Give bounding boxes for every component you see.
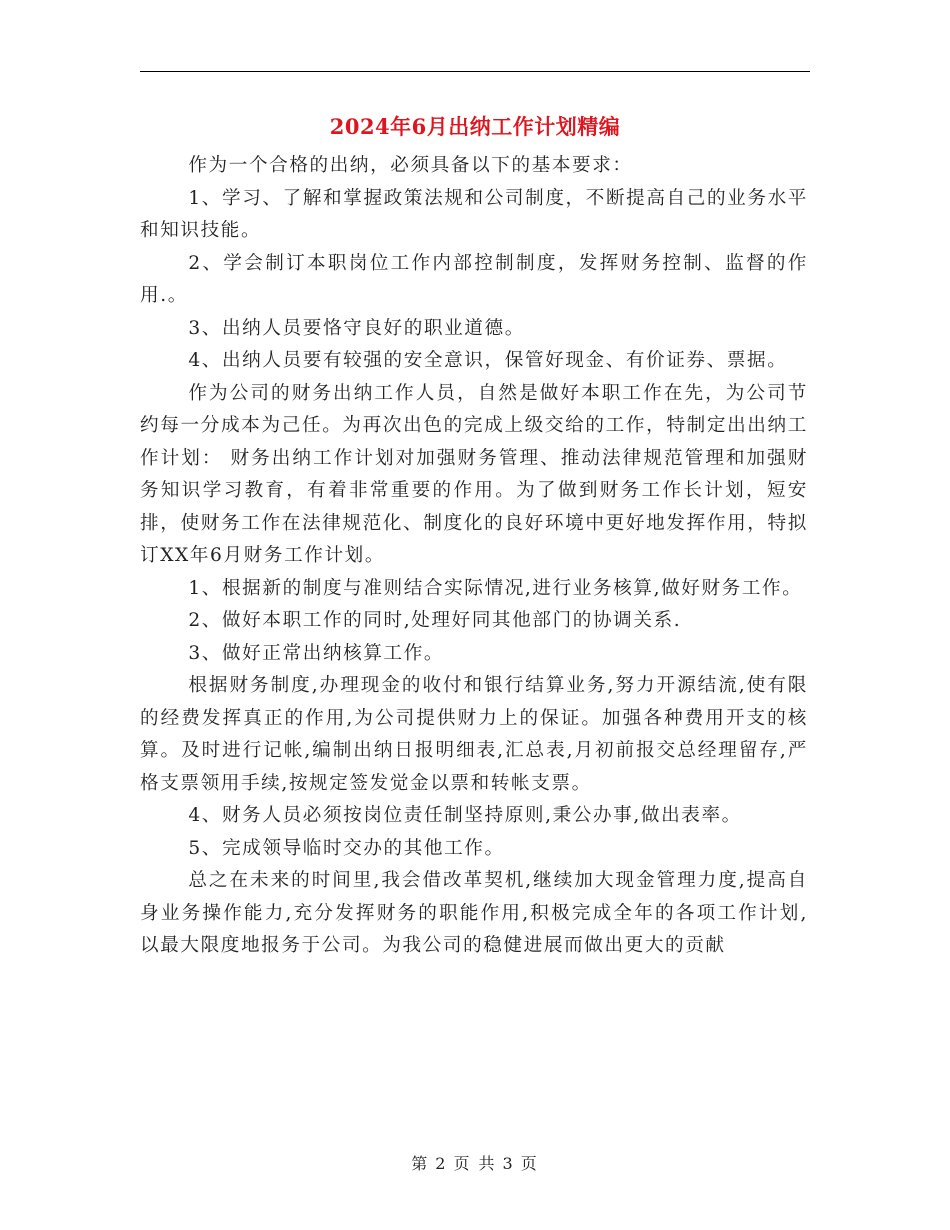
paragraph-plan-item-2: 2、做好本职工作的同时,处理好同其他部门的协调关系. xyxy=(188,610,682,631)
paragraph-requirement-1: 1、学习、了解和掌握政策法规和公司制度，不断提高自己的业务水平和知识技能。 xyxy=(140,187,808,241)
paragraph-requirement-4: 4、出纳人员要有较强的安全意识，保管好现金、有价证券、票据。 xyxy=(188,350,788,371)
footer-page-middle: 页 共 xyxy=(453,1154,497,1173)
footer-page-number: 2 xyxy=(435,1154,448,1173)
paragraph-requirement-2: 2、学会制订本职岗位工作内部控制制度，发挥财务控制、监督的作用.。 xyxy=(140,252,808,306)
page-footer xyxy=(0,1153,950,1175)
footer-page-prefix: 第 xyxy=(411,1154,430,1173)
paragraph-plan-item-3: 3、做好正常出纳核算工作。 xyxy=(188,642,445,664)
paragraph-plan-item-5: 5、完成领导临时交办的其他工作。 xyxy=(188,837,505,859)
paragraph-conclusion: 总之在未来的时间里,我会借改革契机,继续加大现金管理力度,提高自身业务操作能力,充分发挥财务的职能作用,积极完成全年的各项工作计划,以最大限度地报务于公司。为我公司的稳健进展而做出更大的贡献 xyxy=(140,870,808,956)
paragraph-cash-management: 根据财务制度,办理现金的收付和银行结算业务,努力开源结流,使有限的经费发挥真正的作用,为公司提供财力上的保证。加强各种费用开支的核算。及时进行记帐,编制出纳日报明细表,汇总表,月初前报交总经理留存,严格支票领用手续,按规定签发觉金以票和转帐支票。 xyxy=(140,675,808,794)
footer-page-suffix: 页 xyxy=(520,1154,539,1173)
footer-page-total: 3 xyxy=(502,1154,515,1173)
paragraph-plan-item-1: 1、根据新的制度与准则结合实际情况,进行业务核算,做好财务工作。 xyxy=(188,577,803,599)
paragraph-plan-item-4: 4、财务人员必须按岗位责任制坚持原则,秉公办事,做出表率。 xyxy=(188,805,742,826)
paragraph-requirement-3: 3、出纳人员要恪守良好的职业道德。 xyxy=(188,317,525,339)
document-body xyxy=(140,150,808,963)
paragraph-plan-overview: 作为公司的财务出纳工作人员，自然是做好本职工作在先，为公司节约每一分成本为己任。为再次出色的完成上级交给的工作，特制定出出纳工作计划： 财务出纳工作计划对加强财务管理、推动法律规范管理和加强财务知识学习教育，有着非常重要的作用。为了做到财务工作长计划，短安排，使财务工作在法律规范化、制度化的良好环境中更好地发挥作用，特拟订XX年6月财务工作计划。 xyxy=(140,382,808,566)
header-rule xyxy=(140,71,810,72)
document-title: 2024年6月出纳工作计划精编 xyxy=(329,114,621,139)
paragraph-intro: 作为一个合格的出纳，必须具备以下的基本要求： xyxy=(188,155,633,176)
